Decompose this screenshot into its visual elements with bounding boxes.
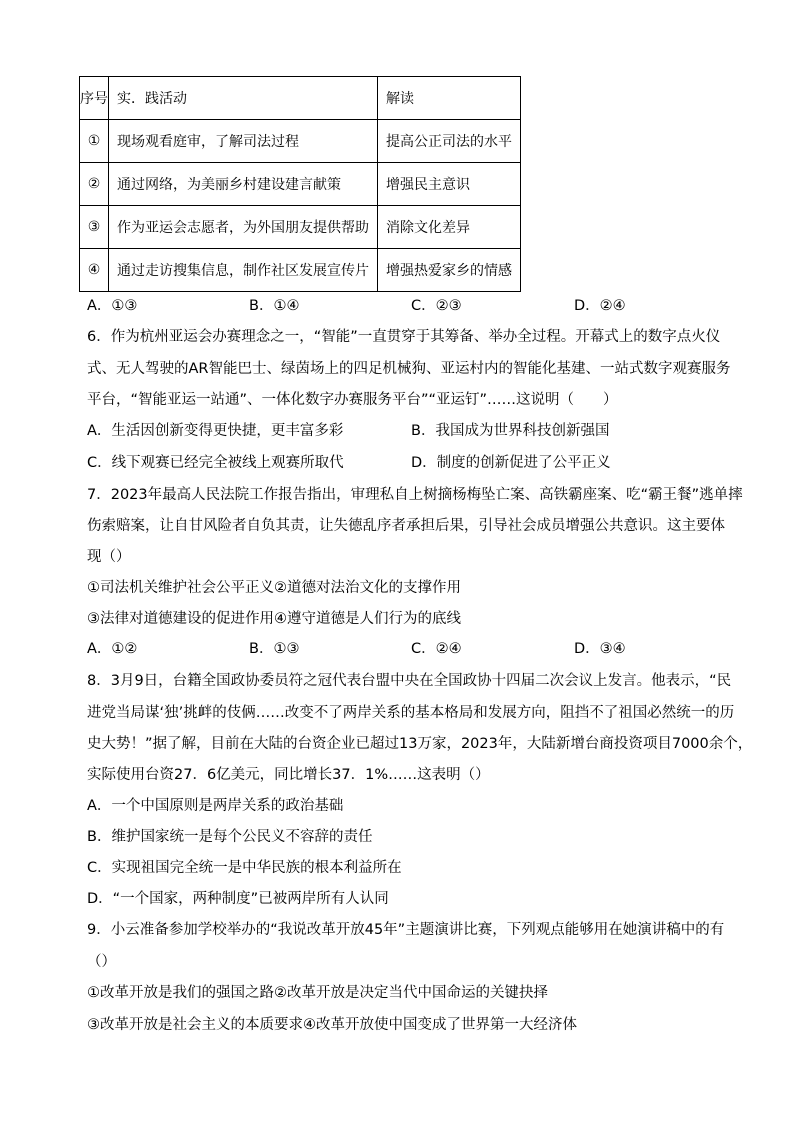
q7-option-b[interactable]: B．①③ <box>249 641 300 657</box>
table-row <box>80 120 521 163</box>
q6-options-row-2 <box>87 451 707 471</box>
table-row <box>80 206 521 249</box>
header-cell-activity: 实．践活动 <box>109 77 378 120</box>
table-cell: 通过走访搜集信息，制作社区发展宣传片 <box>109 249 378 292</box>
q5-option-a[interactable]: A．①③ <box>87 298 138 314</box>
q7-statements-1: ①司法机关维护社会公平正义②道德对法治文化的支撑作用 <box>87 580 461 596</box>
q6-option-a[interactable]: A．生活因创新变得更快捷，更丰富多彩 <box>87 423 344 439</box>
table-row <box>80 249 521 292</box>
table-row <box>80 163 521 206</box>
q9-statements-1: ①改革开放是我们的强国之路②改革开放是决定当代中国命运的关键抉择 <box>87 985 548 1001</box>
table-cell: 通过网络，为美丽乡村建设建言献策 <box>109 163 378 206</box>
q9-stem-line-1: 9．小云准备参加学校举办的“我说改革开放45年”主题演讲比赛，下列观点能够用在她演讲稿中的有 <box>87 922 725 938</box>
table-cell: ① <box>80 120 109 163</box>
q7-option-d[interactable]: D．③④ <box>574 641 626 657</box>
q7-statements-2: ③法律对道德建设的促进作用④遵守道德是人们行为的底线 <box>87 611 461 627</box>
q6-stem-line-1: 6．作为杭州亚运会办赛理念之一，“智能”一直贯穿于其筹备、举办全过程。开幕式上的数字点火仪 <box>87 329 721 345</box>
q7-stem-line-3: 现（） <box>87 549 131 565</box>
table-cell: 增强热爱家乡的情感 <box>378 249 521 292</box>
q6-option-b[interactable]: B．我国成为世界科技创新强国 <box>411 423 610 439</box>
q8-option-d[interactable]: D．“一个国家，两种制度”已被两岸所有人认同 <box>87 891 389 907</box>
q5-options <box>87 294 707 314</box>
q7-option-a[interactable]: A．①② <box>87 641 138 657</box>
q5-option-c[interactable]: C．②③ <box>411 298 462 314</box>
q8-option-c[interactable]: C．实现祖国完全统一是中华民族的根本利益所在 <box>87 860 402 876</box>
q9-statements-2: ③改革开放是社会主义的本质要求④改革开放使中国变成了世界第一大经济体 <box>87 1017 577 1033</box>
table-cell: ③ <box>80 206 109 249</box>
q7-stem-line-2: 伤索赔案，让自甘风险者自负其责，让失德乱序者承担后果，引导社会成员增强公共意识。这主要体 <box>87 518 725 534</box>
q6-option-d[interactable]: D．制度的创新促进了公平正义 <box>411 455 611 471</box>
q6-stem-line-2: 式、无人驾驶的AR智能巴士、绿茵场上的四足机械狗、亚运村内的智能化基建、一站式数字观赛服务 <box>87 361 731 377</box>
table-cell: 作为亚运会志愿者，为外国朋友提供帮助 <box>109 206 378 249</box>
q8-option-b[interactable]: B．维护国家统一是每个公民义不容辞的责任 <box>87 829 373 845</box>
q8-option-a[interactable]: A．一个中国原则是两岸关系的政治基础 <box>87 798 344 814</box>
table-cell: 提高公正司法的水平 <box>378 120 521 163</box>
activity-table <box>79 76 521 292</box>
table-cell: ② <box>80 163 109 206</box>
q7-options <box>87 637 707 657</box>
q7-stem-line-1: 7．2023年最高人民法院工作报告指出，审理私自上树摘杨梅坠亡案、高铁霸座案、吃“霸王餐”逃单摔 <box>87 487 743 503</box>
table-cell: 消除文化差异 <box>378 206 521 249</box>
table-cell: 现场观看庭审，了解司法过程 <box>109 120 378 163</box>
q5-option-b[interactable]: B．①④ <box>249 298 300 314</box>
q8-stem-line-2: 进党当局谋‘独’挑衅的伎俩……改变不了两岸关系的基本格局和发展方向，阻挡不了祖国必然统一的历 <box>87 705 735 721</box>
table-cell: ④ <box>80 249 109 292</box>
q8-stem-line-1: 8．3月9日，台籍全国政协委员符之冠代表台盟中央在全国政协十四届二次会议上发言。他表示，“民 <box>87 673 732 689</box>
q8-stem-line-3: 史大势！”据了解，目前在大陆的台资企业已超过13万家，2023年，大陆新增台商投资项目7000余个， <box>87 736 753 752</box>
q7-option-c[interactable]: C．②④ <box>411 641 462 657</box>
table-cell: 增强民主意识 <box>378 163 521 206</box>
header-cell-interpretation: 解读 <box>378 77 521 120</box>
header-cell-number: 序号 <box>80 77 109 120</box>
q5-option-d[interactable]: D．②④ <box>574 298 626 314</box>
table-header-row <box>80 77 521 120</box>
q6-stem-line-3: 平台，“智能亚运一站通”、一体化数字办赛服务平台”“亚运钉”……这说明（ ） <box>87 392 618 408</box>
q6-options-row-1 <box>87 419 707 439</box>
q9-stem-line-2: （） <box>87 954 116 970</box>
q8-stem-line-4: 实际使用台资27．6亿美元，同比增长37．1%……这表明（） <box>87 767 490 783</box>
q6-option-c[interactable]: C．线下观赛已经完全被线上观赛所取代 <box>87 455 344 471</box>
